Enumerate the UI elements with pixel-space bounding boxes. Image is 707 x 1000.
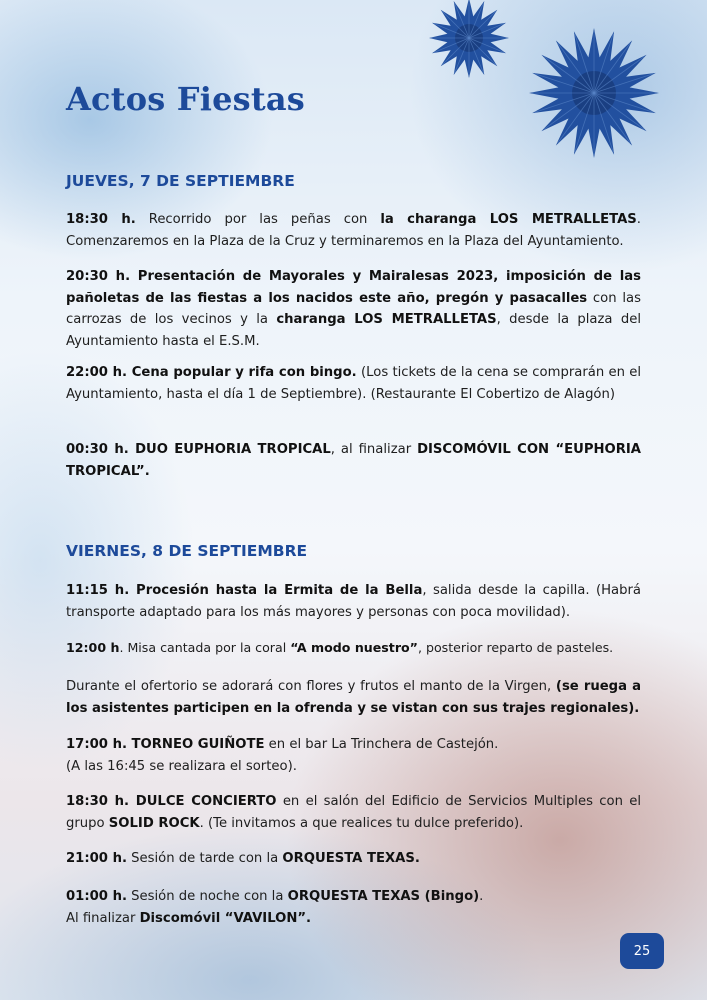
event-time: 00:30 h. [66,442,129,457]
event-thu-2030: 20:30 h. Presentación de Mayorales y Mairalesas 2023, imposición de las pañoletas de las fiestas a los nacidos este año, pregón y pasacalles con las carrozas de los vecinos y la charanga LOS METRALLETAS, desde la plaza del Ayuntamiento hasta el E.S.M. [66,269,641,349]
day-heading-thursday: JUEVES, 7 DE SEPTIEMBRE [66,172,295,190]
event-thu-1830: 18:30 h. Recorrido por las peñas con la charanga LOS METRALLETAS. Comenzaremos en la Plaza de la Cruz y terminaremos en la Plaza del Ayuntamiento. [66,212,641,249]
day-heading-friday: VIERNES, 8 DE SEPTIEMBRE [66,542,308,560]
event-time: 18:30 h. [66,212,136,227]
event-thu-0030: 00:30 h. DUO EUPHORIA TROPICAL, al finalizar DISCOMÓVIL CON “EUPHORIA TROPICAL”. [66,442,642,479]
event-time: 01:00 h. [66,889,127,904]
page-number-badge: 25 [620,933,664,969]
rosette-large-icon [527,26,661,160]
event-fri-0100: 01:00 h. Sesión de noche con la ORQUESTA TEXAS (Bingo). Al finalizar Discomóvil “VAVILON”. [66,889,484,926]
event-time: 17:00 h. [66,737,127,752]
event-fri-1830: 18:30 h. DULCE CONCIERTO en el salón del Edificio de Servicios Multiples con el grupo SOLID ROCK. (Te invitamos a que realices tu dulce preferido). [66,794,642,831]
event-fri-1115: 11:15 h. Procesión hasta la Ermita de la Bella, salida desde la capilla. (Habrá transporte adaptado para los más mayores y personas con poca movilidad). [66,583,642,620]
event-thu-2200: 22:00 h. Cena popular y rifa con bingo. (Los tickets de la cena se comprarán en el Ayuntamiento, hasta el día 1 de Septiembre). (Restaurante El Cobertizo de Alagón) [66,365,642,402]
event-time: 20:30 h. [66,269,131,284]
event-time: 12:00 h [66,640,120,655]
event-time: 22:00 h. [66,365,128,380]
page-title: Actos Fiestas [66,80,305,118]
event-time: 11:15 h. [66,583,130,598]
rosette-small-icon [424,0,514,80]
event-time: 18:30 h. [66,794,130,809]
event-time: 21:00 h. [66,851,127,866]
event-fri-ofertorio: Durante el ofertorio se adorará con flores y frutos el manto de la Virgen, (se ruega a los asistentes participen en la ofrenda y se vistan con sus trajes regionales). [66,679,641,716]
event-fri-1200: 12:00 h. Misa cantada por la coral “A modo nuestro”, posterior reparto de pasteles. [66,640,614,655]
event-fri-1700: 17:00 h. TORNEO GUIÑOTE en el bar La Trinchera de Castejón. (A las 16:45 se realizara el sorteo). [66,737,499,774]
event-fri-2100: 21:00 h. Sesión de tarde con la ORQUESTA TEXAS. [66,851,420,866]
